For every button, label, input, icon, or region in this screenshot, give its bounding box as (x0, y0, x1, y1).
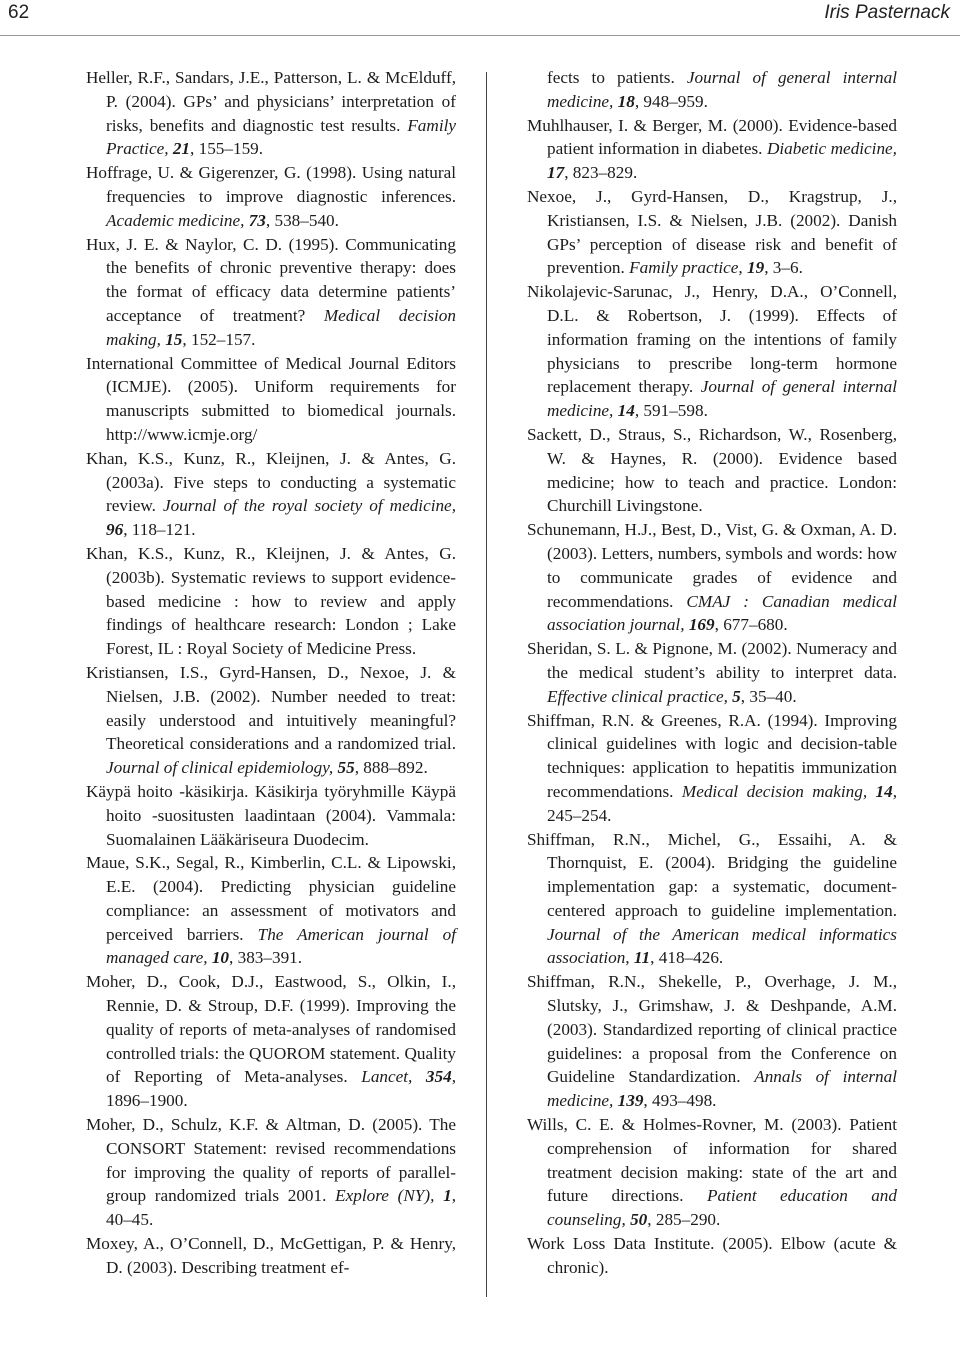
volume-number: 21 (172, 139, 190, 159)
reference-entry (527, 828, 897, 971)
reference-text: Kristiansen, I.S., Gyrd-Hansen, D., Nexoe, J. & Nielsen, J.B. (2002). Number needed to treat: easily understood and intuitively meaningful? Theoretical considerations and a randomized trial. (86, 662, 456, 754)
reference-text: , 493–498. (643, 1091, 717, 1111)
journal-title: Academic medicine, (106, 210, 249, 230)
volume-number: 139 (617, 1091, 644, 1111)
volume-number: 50 (630, 1210, 648, 1230)
reference-column-right (527, 66, 897, 1280)
running-head: Iris Pasternack (824, 2, 950, 23)
volume-number: 18 (617, 91, 635, 111)
journal-title: Journal of the royal society of medicine, (162, 496, 456, 516)
reference-text: Moher, D., Cook, D.J., Eastwood, S., Olkin, I., Rennie, D. & Stroup, D.F. (1999). Improving the quality of reports of meta-analyses of randomised controlled trials: the QUOROM statement. Quality of Reporting of Meta-analyses. (86, 972, 456, 1087)
journal-title: The American journal of managed care, (106, 924, 456, 968)
reference-entry (86, 780, 456, 851)
volume-number: 10 (211, 948, 229, 968)
reference-text: Shiffman, R.N. & Greenes, R.A. (1994). Improving clinical guidelines with logic and decision-table techniques: application to hepatitis immunization recommendations. (527, 710, 897, 801)
volume-number: 169 (688, 615, 715, 635)
reference-text: fects to patients. (547, 68, 687, 87)
reference-entry-continued (527, 66, 897, 114)
journal-title: CMAJ : Canadian medical association journal, (547, 591, 898, 635)
reference-text: Shiffman, R.N., Michel, G., Essaihi, A. & Thornquist, E. (2004). Bridging the guideline implementation gap: a systematic, document-centered approach to guideline implementation. (527, 829, 897, 920)
reference-text: , 1896–1900. (106, 1067, 456, 1111)
reference-entry (86, 970, 456, 1113)
page-number: 62 (8, 2, 30, 23)
journal-title: Journal of the American medical informatics association, (547, 924, 897, 968)
reference-entry (86, 542, 456, 661)
volume-number: 14 (617, 401, 635, 421)
reference-text: Maue, S.K., Segal, R., Kimberlin, C.L. & Lipowski, E.E. (2004). Predicting physician guideline compliance: an assessment of motivators and perceived barriers. (86, 853, 456, 944)
reference-text: , 152–157. (182, 329, 256, 349)
reference-text: , 245–254. (547, 781, 897, 825)
reference-text: , 155–159. (190, 139, 264, 159)
reference-text: Shiffman, R.N., Shekelle, P., Overhage, J. M., Slutsky, J., Grimshaw, J. & Deshpande, A.M. (2003). Standardized reporting of clinical practice guidelines: a proposal from the Conference on Guideline Standardization. (527, 972, 897, 1087)
journal-title: Journal of clinical epidemiology, (106, 758, 338, 778)
reference-text: , 418–426. (650, 948, 724, 968)
volume-number: 19 (747, 258, 765, 278)
reference-text: , 888–892. (354, 758, 428, 778)
page-header (0, 0, 960, 36)
reference-text: Sheridan, S. L. & Pignone, M. (2002). Numeracy and the medical student’s ability to interpret data. (527, 639, 897, 682)
reference-entry (527, 423, 897, 518)
reference-text: International Committee of Medical Journal Editors (ICMJE). (2005). Uniform requirements for manuscripts submitted to biomedical journals. http://www.icmje.org/ (86, 353, 456, 444)
reference-column-left (86, 66, 456, 1280)
column-divider (486, 72, 487, 1297)
reference-entry (86, 161, 456, 232)
reference-text: Nikolajevic-Sarunac, J., Henry, D.A., O’Connell, D.L. & Robertson, J. (1999). Effects of information framing on the intentions of family physicians to prescribe long-term hormone replacement therapy. (527, 282, 897, 397)
volume-number: 354 (425, 1067, 452, 1087)
reference-entry (527, 280, 897, 423)
reference-text: Muhlhauser, I. & Berger, M. (2000). Evidence-based patient information in diabetes. (527, 115, 897, 159)
reference-text: Nexoe, J., Gyrd-Hansen, D., Kragstrup, J., Kristiansen, I.S. & Nielsen, J.B. (2002). Danish GPs’ perception of disease risk and benefit of prevention. (527, 186, 897, 278)
reference-text: Wills, C. E. & Holmes-Rovner, M. (2003). Patient comprehension of information for shared treatment decision making: state of the art and future directions. (527, 1115, 897, 1206)
reference-entry (86, 233, 456, 352)
reference-entry (527, 970, 897, 1113)
reference-text: Heller, R.F., Sandars, J.E., Patterson, L. & McElduff, P. (2004). GPs’ and physicians’ interpretation of risks, benefits and diagnostic test results. (86, 68, 456, 135)
journal-title: Annals of internal medicine, (547, 1067, 897, 1111)
journal-title: Family practice, (629, 258, 747, 278)
reference-text: Khan, K.S., Kunz, R., Kleijnen, J. & Antes, G. (2003a). Five steps to conducting a systematic review. (86, 448, 456, 516)
reference-entry (527, 114, 897, 185)
journal-title: Effective clinical practice, (547, 686, 733, 706)
journal-title: Medical decision making, (681, 781, 876, 801)
journal-title: Explore (NY), (335, 1186, 444, 1206)
reference-text: , 383–391. (229, 948, 303, 968)
volume-number: 17 (547, 163, 565, 183)
reference-text: Work Loss Data Institute. (2005). Elbow (acute & chronic). (527, 1234, 897, 1277)
journal-title: Journal of general internal medicine, (547, 377, 898, 421)
volume-number: 14 (875, 781, 893, 801)
reference-text: , 677–680. (714, 615, 788, 635)
reference-entry (86, 851, 456, 970)
volume-number: 1 (443, 1186, 452, 1206)
reference-text: Hoffrage, U. & Gigerenzer, G. (1998). Using natural frequencies to improve diagnostic inferences. (86, 163, 456, 206)
reference-entry (86, 447, 456, 542)
journal-title: Diabetic medicine, (766, 139, 897, 159)
reference-text: Hux, J. E. & Naylor, C. D. (1995). Communicating the benefits of chronic preventive therapy: does the format of efficacy data determine patients’ acceptance of treatment? (86, 234, 456, 325)
reference-text: , 948–959. (634, 91, 708, 111)
reference-entry (527, 1113, 897, 1232)
reference-text: , 538–540. (265, 210, 339, 230)
volume-number: 96 (106, 520, 124, 540)
reference-entry (86, 352, 456, 447)
reference-text: , 35–40. (740, 686, 797, 706)
journal-title: Lancet, (361, 1067, 426, 1087)
reference-text: , 823–829. (564, 163, 638, 183)
reference-entry (527, 637, 897, 708)
volume-number: 15 (165, 329, 183, 349)
volume-number: 5 (732, 686, 741, 706)
reference-entry (86, 661, 456, 780)
reference-text: Sackett, D., Straus, S., Richardson, W., Rosenberg, W. & Haynes, R. (2000). Evidence based medicine; how to teach and practice. London: Churchill Livingstone. (527, 424, 897, 516)
reference-text: , 591–598. (634, 401, 708, 421)
reference-entry (527, 518, 897, 637)
volume-number: 11 (633, 948, 651, 968)
journal-title: Patient education and counseling, (547, 1186, 897, 1230)
journal-title: Family Practice, (106, 115, 456, 159)
reference-entry (527, 185, 897, 280)
reference-text: , 285–290. (647, 1210, 721, 1230)
reference-text: Moher, D., Schulz, K.F. & Altman, D. (2005). The CONSORT Statement: revised recommendations for improving the quality of reports of parallel-group randomized trials 2001. (86, 1115, 456, 1206)
reference-text: Schunemann, H.J., Best, D., Vist, G. & Oxman, A. D. (2003). Letters, numbers, symbols and words: how to communicate grades of evidence and recommendations. (527, 520, 897, 611)
journal-title: Medical decision making, (106, 305, 456, 349)
reference-entry (86, 1232, 456, 1280)
reference-text: , 40–45. (106, 1186, 456, 1230)
journal-title: Journal of general internal medicine, (547, 68, 897, 111)
reference-text: Khan, K.S., Kunz, R., Kleijnen, J. & Antes, G. (2003b). Systematic reviews to support evidence-based medicine : how to review and apply findings of healthcare research: London ; Lake Forest, IL : Royal Society of Medicine Press. (86, 543, 456, 659)
reference-entry (86, 66, 456, 161)
reference-text: Käypä hoito -käsikirja. Käsikirja työryhmille Käypä hoito -suositusten laadintaan (2004). Vammala: Suomalainen Lääkäriseura Duodecim. (86, 781, 456, 849)
reference-text: Moxey, A., O’Connell, D., McGettigan, P. & Henry, D. (2003). Describing treatment ef- (86, 1234, 456, 1277)
volume-number: 73 (248, 210, 266, 230)
reference-entry (86, 1113, 456, 1232)
reference-text: , 118–121. (123, 520, 196, 540)
volume-number: 55 (337, 758, 355, 778)
reference-text: , 3–6. (764, 258, 803, 278)
reference-entry (527, 1232, 897, 1280)
reference-entry (527, 709, 897, 828)
